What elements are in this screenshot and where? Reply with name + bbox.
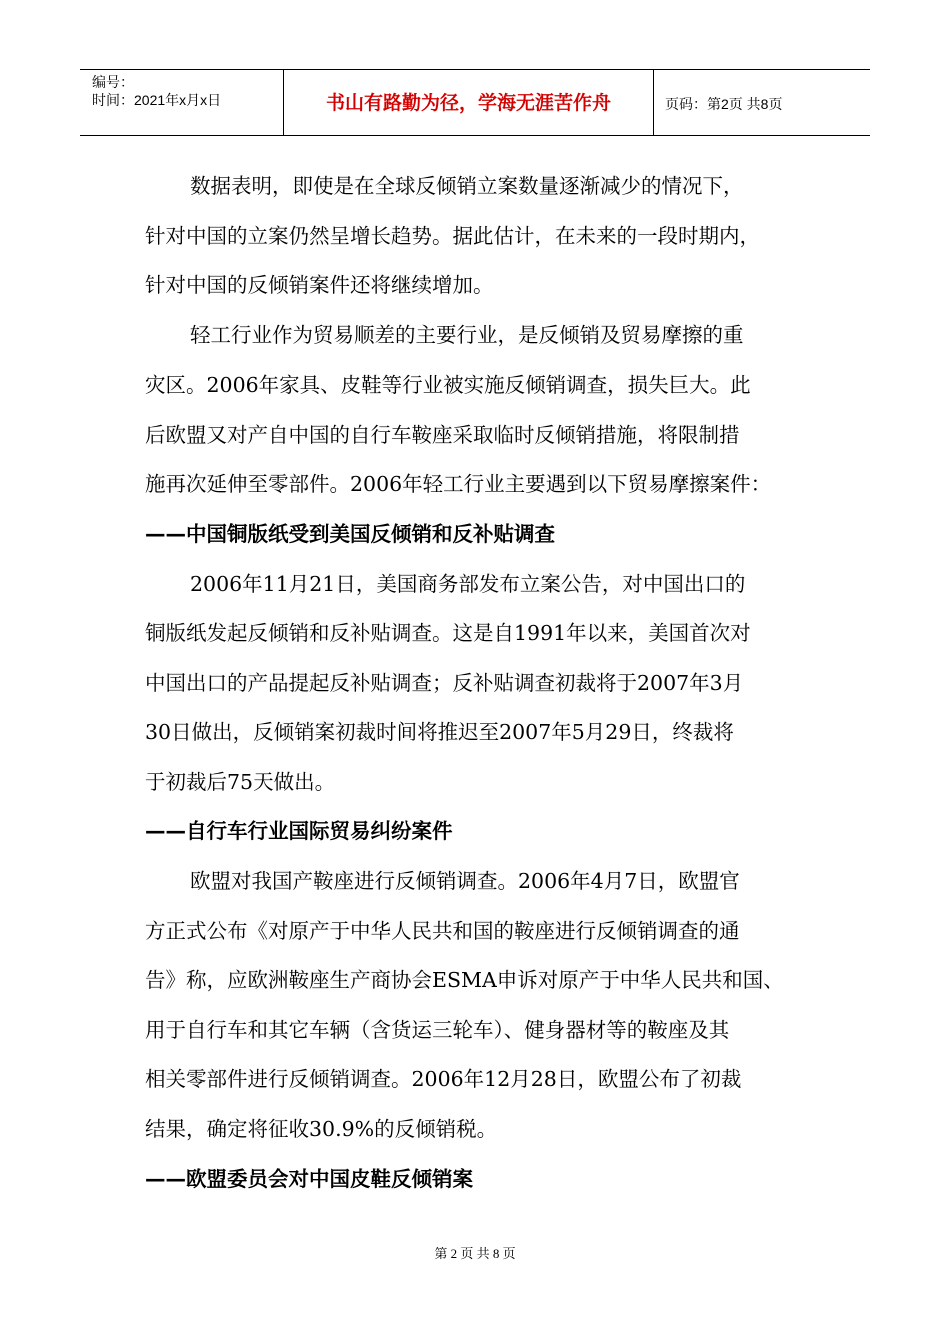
- header-page-info: 页码：第2页 共8页: [665, 96, 783, 112]
- body-line: 告》称，应欧洲鞍座生产商协会ESMA申诉对原产于中华人民共和国、: [145, 968, 784, 992]
- section-heading: ——自行车行业国际贸易纠纷案件: [145, 819, 453, 843]
- body-line: 轻工行业作为贸易顺差的主要行业，是反倾销及贸易摩擦的重: [190, 323, 744, 347]
- section-heading: ——欧盟委员会对中国皮鞋反倾销案: [145, 1167, 473, 1191]
- body-line: 30日做出，反倾销案初裁时间将推迟至2007年5月29日，终裁将: [145, 720, 734, 744]
- body-line: 针对中国的反倾销案件还将继续增加。: [145, 273, 494, 297]
- body-line: 铜版纸发起反倾销和反补贴调查。这是自1991年以来，美国首次对: [145, 621, 751, 645]
- body-line: 针对中国的立案仍然呈增长趋势。据此估计，在未来的一段时期内，: [145, 224, 760, 248]
- body-line: 方正式公布《对原产于中华人民共和国的鞍座进行反倾销调查的通: [145, 919, 740, 943]
- section-heading: ——中国铜版纸受到美国反倾销和反补贴调查: [145, 522, 555, 546]
- body-line: 灾区。2006年家具、皮鞋等行业被实施反倾销调查，损失巨大。此: [145, 373, 751, 397]
- body-line: 欧盟对我国产鞍座进行反倾销调查。2006年4月7日，欧盟官: [190, 869, 740, 893]
- body-line: 数据表明，即使是在全球反倾销立案数量逐渐减少的情况下，: [190, 174, 744, 198]
- body-line: 后欧盟又对产自中国的自行车鞍座采取临时反倾销措施，将限制措: [145, 423, 740, 447]
- body-line: 施再次延伸至零部件。2006年轻工行业主要遇到以下贸易摩擦案件：: [145, 472, 772, 496]
- page-footer: 第 2 页 共 8 页: [434, 1246, 516, 1261]
- body-line: 于初裁后75天做出。: [145, 770, 336, 794]
- body-line: 相关零部件进行反倾销调查。2006年12月28日，欧盟公布了初裁: [145, 1067, 742, 1091]
- body-line: 用于自行车和其它车辆（含货运三轮车）、健身器材等的鞍座及其: [145, 1018, 730, 1042]
- body-line: 中国出口的产品提起反补贴调查；反补贴调查初裁将于2007年3月: [145, 671, 744, 695]
- document-time-label: 时间：2021年x月x日: [92, 92, 222, 108]
- body-line: 2006年11月21日，美国商务部发布立案公告，对中国出口的: [190, 572, 746, 596]
- document-number-label: 编号：: [92, 74, 134, 90]
- body-line: 结果，确定将征收30.9%的反倾销税。: [145, 1117, 498, 1141]
- header-slogan: 书山有路勤为径，学海无涯苦作舟: [325, 93, 611, 114]
